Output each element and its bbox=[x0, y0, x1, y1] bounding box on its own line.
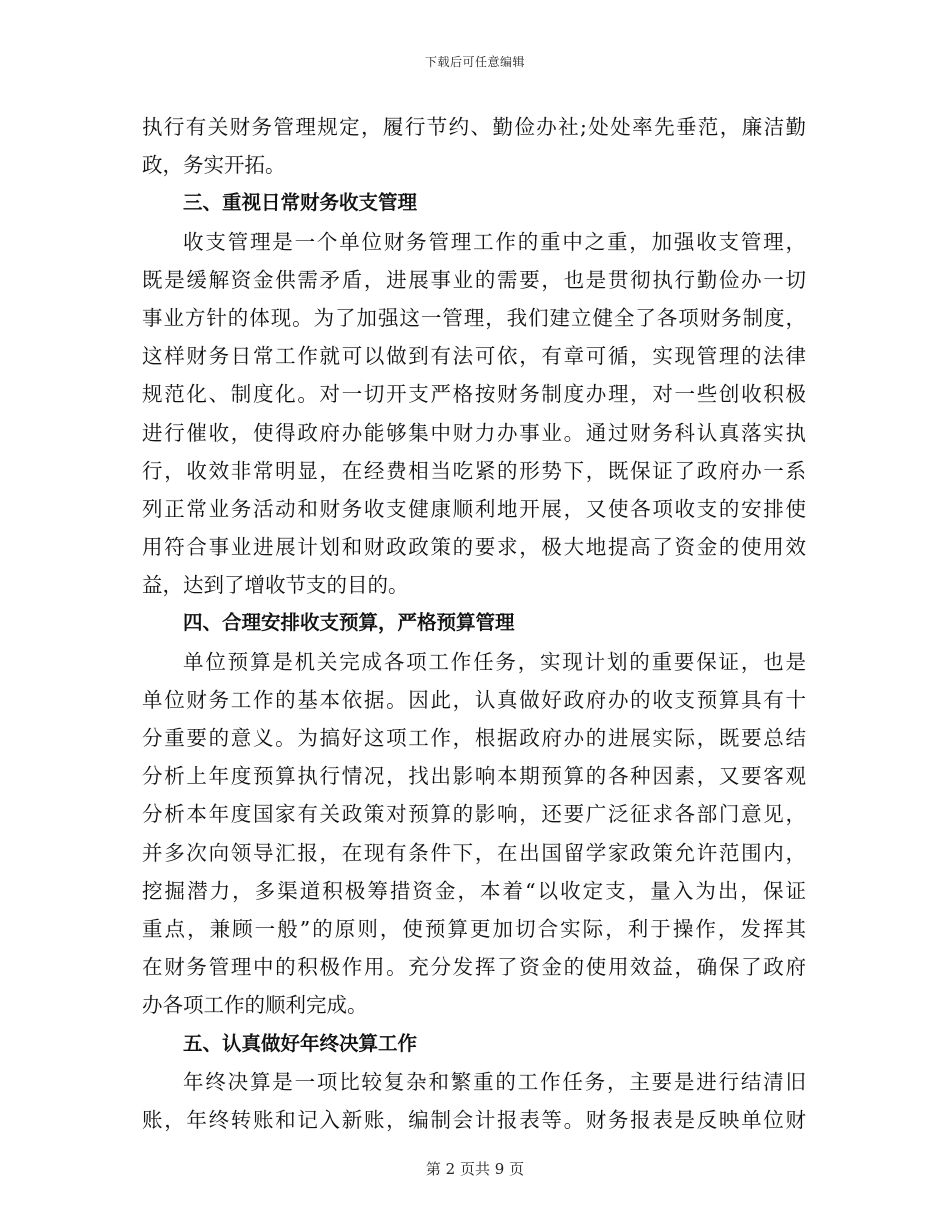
text-line: 重点，兼顾一般”的原则，使预算更加切合实际，利于操作，发挥其 bbox=[142, 916, 806, 941]
text-line: 行，收效非常明显，在经费相当吃紧的形势下，既保证了政府办一系 bbox=[142, 458, 806, 483]
text-line: 用符合事业进展计划和财政政策的要求，极大地提高了资金的使用效 bbox=[142, 535, 806, 560]
text-line: 分重要的意义。为搞好这项工作，根据政府办的进展实际，既要总结 bbox=[142, 726, 806, 750]
page-footer: 第 2 页共 9 页 bbox=[425, 1160, 525, 1178]
paragraph-first-line: 收支管理是一个单位财务管理工作的重中之重，加强收支管理， bbox=[183, 229, 806, 254]
text-line: 事业方针的体现。为了加强这一管理，我们建立健全了各项财务制度， bbox=[142, 305, 806, 330]
paragraph-first-line: 年终决算是一项比较复杂和繁重的工作任务，主要是进行结清旧 bbox=[183, 1069, 806, 1094]
paragraph-last-line: 益，达到了增收节支的目的。 bbox=[142, 573, 409, 598]
text-line: 单位财务工作的基本依据。因此，认真做好政府办的收支预算具有十 bbox=[142, 687, 806, 712]
text-line: 这样财务日常工作就可以做到有法可依，有章可循，实现管理的法律 bbox=[142, 344, 806, 369]
text-line: 账，年终转账和记入新账，编制会计报表等。财务报表是反映单位财 bbox=[142, 1107, 806, 1132]
text-line: 分析上年度预算执行情况，找出影响本期预算的各种因素，又要客观 bbox=[142, 764, 806, 789]
page-header: 下载后可任意编辑 bbox=[424, 55, 525, 69]
text-line: 既是缓解资金供需矛盾，进展事业的需要，也是贯彻执行勤俭办一切 bbox=[142, 267, 806, 292]
text-line: 进行催收，使得政府办能够集中财力办事业。通过财务科认真落实执 bbox=[142, 420, 806, 445]
text-line: 挖掘潜力，多渠道积极筹措资金，本着“以收定支，量入为出，保证 bbox=[142, 878, 806, 903]
text-line: 规范化、制度化。对一切开支严格按财务制度办理，对一些创收积极 bbox=[142, 382, 806, 407]
section-heading: 三、重视日常财务收支管理 bbox=[183, 191, 418, 215]
section-heading: 五、认真做好年终决算工作 bbox=[183, 1031, 418, 1055]
text-line: 分析本年度国家有关政策对预算的影响，还要广泛征求各部门意见， bbox=[142, 802, 806, 827]
text-line: 执行有关财务管理规定，履行节约、勤俭办社;处处率先垂范，廉洁勤 bbox=[142, 115, 806, 139]
section-heading: 四、合理安排收支预算，严格预算管理 bbox=[183, 611, 515, 635]
paragraph-last-line: 政，务实开拓。 bbox=[142, 153, 286, 178]
text-line: 在财务管理中的积极作用。充分发挥了资金的使用效益，确保了政府 bbox=[142, 955, 806, 980]
paragraph-first-line: 单位预算是机关完成各项工作任务，实现计划的重要保证，也是 bbox=[183, 649, 806, 674]
paragraph-last-line: 办各项工作的顺利完成。 bbox=[142, 993, 368, 1018]
document-body bbox=[142, 108, 806, 1139]
text-line: 并多次向领导汇报，在现有条件下，在出国留学家政策允许范围内， bbox=[142, 840, 806, 865]
text-line: 列正常业务活动和财务收支健康顺利地开展，又使各项收支的安排使 bbox=[142, 496, 806, 521]
